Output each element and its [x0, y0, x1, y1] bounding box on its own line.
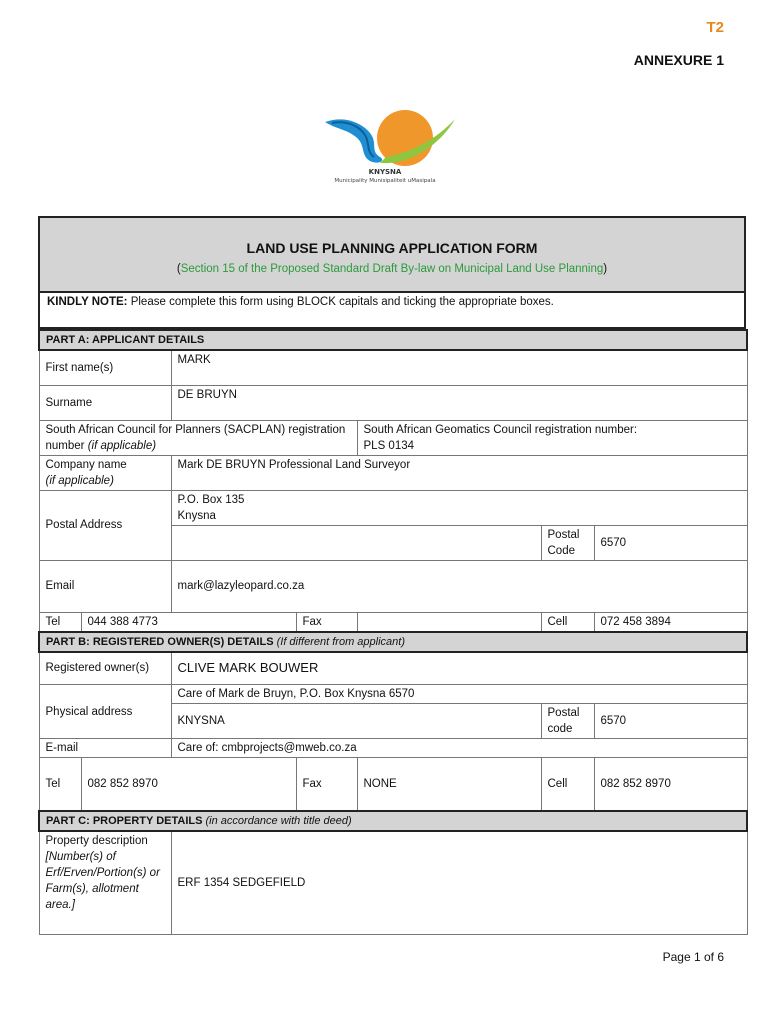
logo-tagline: Municipality Munisipaliteit uMasipala	[334, 178, 436, 184]
owner-email-field[interactable]: Care of: cmbprojects@mweb.co.za	[171, 739, 747, 758]
fax-label: Fax	[296, 612, 357, 632]
surname-field[interactable]: DE BRUYN	[171, 385, 747, 420]
cell-label: Cell	[541, 612, 594, 632]
first-name-field[interactable]: MARK	[171, 350, 747, 385]
first-name-label: First name(s)	[39, 350, 171, 385]
postal-code-label: Postal Code	[541, 525, 594, 560]
owner-postal-code-label: Postal code	[541, 704, 594, 739]
form-subtitle-text: Section 15 of the Proposed Standard Draft By-law on Municipal Land Use Planning	[180, 263, 604, 275]
sag-registration[interactable]	[357, 420, 747, 455]
kindly-note	[38, 293, 746, 329]
part-b-heading: PART B: REGISTERED OWNER(S) DETAILS (If different from applicant)	[39, 632, 747, 652]
form-table	[38, 329, 748, 935]
property-description-label: Property description [Number(s) of Erf/Erven/Portion(s) or Farm(s), allotment area.]	[39, 831, 171, 935]
form-title: LAND USE PLANNING APPLICATION FORM	[246, 240, 538, 256]
physical-address-line-1[interactable]: Care of Mark de Bruyn, P.O. Box Knysna 6570	[171, 685, 747, 704]
owner-field[interactable]: CLIVE MARK BOUWER	[171, 652, 747, 685]
company-label: Company name (if applicable)	[39, 455, 171, 490]
application-form	[38, 216, 746, 935]
tel-field[interactable]: 044 388 4773	[81, 612, 296, 632]
postal-address-line-3[interactable]	[171, 525, 541, 560]
owner-label: Registered owner(s)	[39, 652, 171, 685]
knysna-logo-icon	[300, 105, 470, 185]
property-description-field[interactable]: ERF 1354 SEDGEFIELD	[171, 831, 747, 935]
part-b-header	[39, 632, 747, 652]
sag-value: PLS 0134	[363, 439, 415, 452]
owner-tel-field[interactable]: 082 852 8970	[81, 758, 296, 811]
owner-cell-label: Cell	[541, 758, 594, 811]
note-text: Please complete this form using BLOCK capitals and ticking the appropriate boxes.	[127, 296, 554, 308]
sag-label: South African Geomatics Council registration number:	[363, 423, 638, 436]
form-subtitle: (Section 15 of the Proposed Standard Draft By-law on Municipal Land Use Planning)	[176, 263, 608, 275]
postal-code-field[interactable]: 6570	[594, 525, 747, 560]
part-a-header	[39, 330, 747, 350]
logo-name: KNYSNA	[368, 168, 402, 176]
document-code: T2	[706, 19, 724, 36]
fax-field[interactable]	[357, 612, 541, 632]
owner-tel-label: Tel	[39, 758, 81, 811]
email-field[interactable]: mark@lazyleopard.co.za	[171, 560, 747, 612]
company-field[interactable]: Mark DE BRUYN Professional Land Surveyor	[171, 455, 747, 490]
postal-address-field[interactable]: P.O. Box 135 Knysna	[171, 490, 747, 525]
owner-postal-code-field[interactable]: 6570	[594, 704, 747, 739]
owner-cell-field[interactable]: 082 852 8970	[594, 758, 747, 811]
email-label: Email	[39, 560, 171, 612]
surname-label: Surname	[39, 385, 171, 420]
physical-address-label: Physical address	[39, 685, 171, 739]
annexure-label: ANNEXURE 1	[633, 52, 724, 68]
owner-email-label: E-mail	[39, 739, 171, 758]
cell-field[interactable]: 072 458 3894	[594, 612, 747, 632]
part-a-heading: PART A: APPLICANT DETAILS	[39, 330, 747, 350]
physical-address-line-2[interactable]: KNYSNA	[171, 704, 541, 739]
owner-fax-field[interactable]: NONE	[357, 758, 541, 811]
part-c-header	[39, 811, 747, 831]
tel-label: Tel	[39, 612, 81, 632]
postal-address-label: Postal Address	[39, 490, 171, 560]
note-label: KINDLY NOTE:	[47, 296, 128, 308]
knysna-logo	[300, 105, 470, 185]
form-title-box	[38, 216, 746, 293]
sacplan-label: South African Council for Planners (SACPLAN) registration number (if applicable)	[39, 420, 357, 455]
part-c-heading: PART C: PROPERTY DETAILS (in accordance with title deed)	[39, 811, 747, 831]
page-number: Page 1 of 6	[662, 950, 724, 964]
owner-fax-label: Fax	[296, 758, 357, 811]
